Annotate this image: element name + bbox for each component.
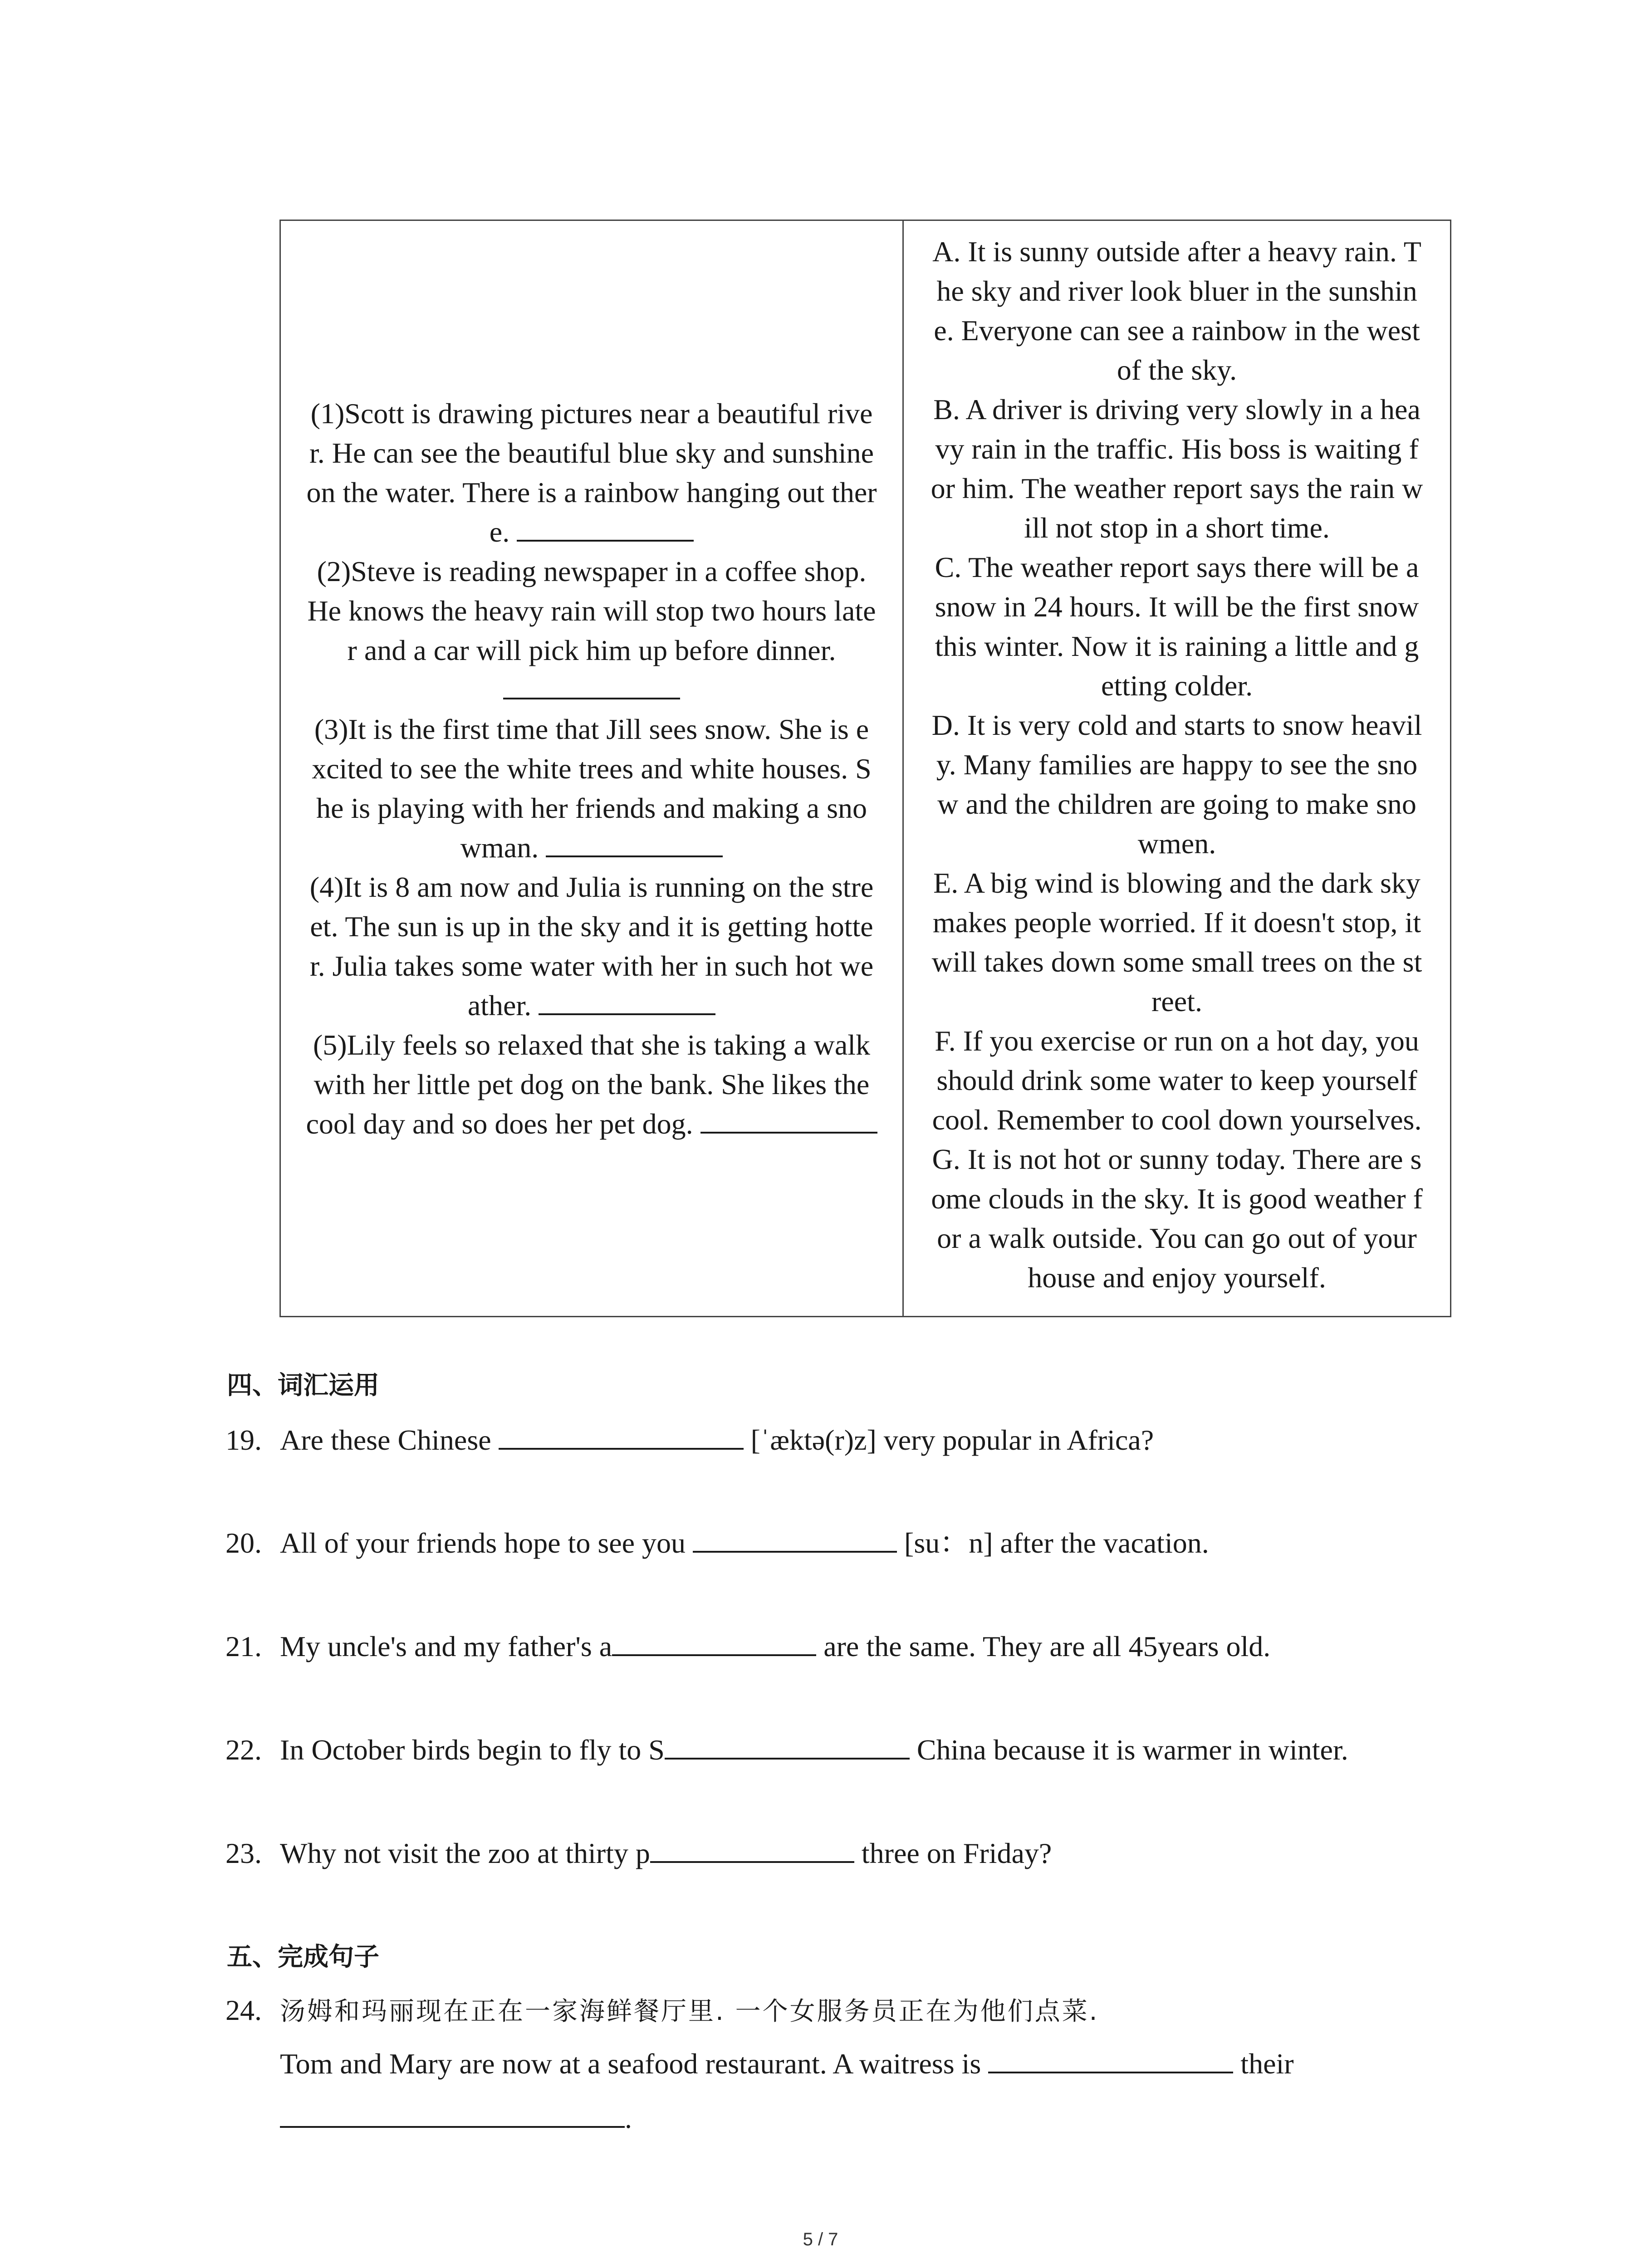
situation-3: (3)It is the first time that Jill sees snow. She is e xcited to see the white trees and white houses. S he is playing with her friends and making a sno wman. [312, 713, 872, 864]
question-22: 22. In October birds begin to fly to S China because it is warmer in winter. [225, 1734, 1348, 1766]
answer-blank-24b[interactable] [280, 2102, 625, 2128]
question-19: 19. Are these Chinese [ˈæktə(r)z] very popular in Africa? [225, 1424, 1154, 1456]
situation-4: (4)It is 8 am now and Julia is running on the stre et. The sun is up in the sky and it is getting hotte r. Julia takes some water with her in such hot we ather. [309, 870, 874, 1022]
question-24-line2: . [225, 2100, 632, 2136]
question-24-chinese: 24. 汤姆和玛丽现在正在一家海鲜餐厅里. 一个女服务员正在为他们点菜. [225, 1994, 1099, 2026]
answer-blank-22[interactable] [665, 1734, 910, 1760]
answer-blank-5[interactable] [700, 1108, 877, 1134]
answer-blank-21[interactable] [612, 1631, 816, 1656]
option-g: G. It is not hot or sunny today. There are s ome clouds in the sky. It is good weather f or a walk outside. You can go out of your house and enjoy yourself. [931, 1143, 1423, 1294]
question-23: 23. Why not visit the zoo at thirty p three on Friday? [225, 1837, 1052, 1869]
question-21: 21. My uncle's and my father's a are the same. They are all 45years old. [225, 1630, 1271, 1662]
answer-blank-24a[interactable] [988, 2048, 1233, 2073]
option-e: E. A big wind is blowing and the dark sky makes people worried. If it doesn't stop, it will takes down some small trees on the st reet. [931, 867, 1422, 1017]
answer-blank-3[interactable] [546, 832, 723, 857]
option-d: D. It is very cold and starts to snow heavil y. Many families are happy to see the sno w and the children are going to make sno wmen. [931, 709, 1422, 860]
page-number: 5 / 7 [803, 2229, 838, 2249]
answer-blank-1[interactable] [517, 516, 694, 542]
answer-blank-20[interactable] [693, 1527, 897, 1553]
question-24-english: Tom and Mary are now at a seafood restaurant. A waitress is their [280, 2048, 1294, 2080]
options-column [904, 221, 1450, 1316]
answer-blank-23[interactable] [650, 1838, 854, 1863]
option-c: C. The weather report says there will be a snow in 24 hours. It will be the first snow this winter. Now it is raining a little and g etting colder. [935, 551, 1419, 702]
answer-blank-4[interactable] [539, 990, 715, 1015]
situation-5: (5)Lily feels so relaxed that she is taking a walk with her little pet dog on the bank. She likes the cool day and so does her pet dog. [289, 1025, 894, 1144]
option-b: B. A driver is driving very slowly in a hea vy rain in the traffic. His boss is waiting f or him. The weather report says the rain w ill not stop in a short time. [931, 393, 1423, 544]
question-20: 20. All of your friends hope to see you [su：n] after the vacation. [225, 1527, 1209, 1559]
option-a: A. It is sunny outside after a heavy rain. T he sky and river look bluer in the sunshin e. Everyone can see a rainbow in the west of the sky. [932, 235, 1421, 386]
matching-table [279, 220, 1451, 1317]
situation-1: (1)Scott is drawing pictures near a beautiful rive r. He can see the beautiful blue sky and sunshine on the water. There is a rainbow hanging out ther e. [306, 397, 877, 548]
answer-blank-19[interactable] [499, 1424, 744, 1450]
option-f: F. If you exercise or run on a hot day, you should drink some water to keep yourself cool. Remember to cool down yourselves. [932, 1025, 1422, 1136]
answer-blank-2[interactable] [503, 674, 680, 699]
section-4-title: 四、词汇运用 [227, 1371, 379, 1400]
section-5-title: 五、完成句子 [227, 1942, 379, 1972]
situation-2: (2)Steve is reading newspaper in a coffee shop. He knows the heavy rain will stop two hours late r and a car will pick him up before dinner. [289, 552, 894, 709]
situations-column [281, 221, 904, 1316]
